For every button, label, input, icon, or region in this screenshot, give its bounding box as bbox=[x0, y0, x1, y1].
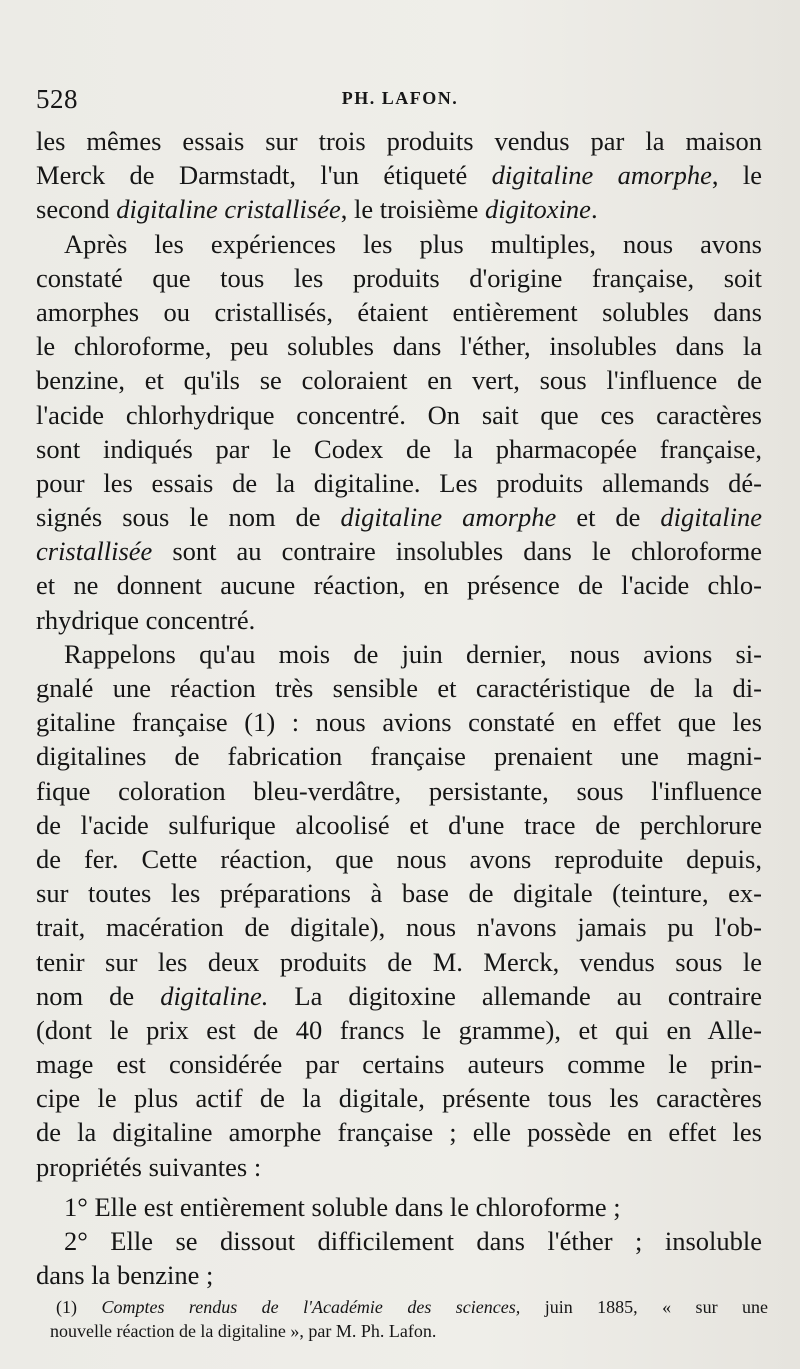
footnote-marker: (1) bbox=[56, 1297, 77, 1317]
text-line: de l'acide sulfurique alcoolisé et d'une trace de perchlorure bbox=[36, 809, 762, 840]
list-item: 2° Elle se dissout difficilement dans l'éther ; insoluble bbox=[64, 1226, 762, 1256]
text-line: les mêmes essais sur trois produits vendus par la maison bbox=[36, 126, 762, 156]
text-line: et ne donnent aucune réaction, en présence de l'acide chlo- bbox=[36, 570, 762, 601]
page-number: 528 bbox=[36, 84, 78, 114]
text-line: gnalé une réaction très sensible et caractéristique de la di- bbox=[36, 673, 762, 703]
running-head: PH. LAFON. bbox=[341, 88, 459, 108]
text-line: signés sous le nom de digitaline amorphe et de digitaline bbox=[36, 502, 762, 533]
text-line: benzine, et qu'ils se coloraient en vert, sous l'influence de bbox=[36, 365, 762, 396]
text-line: amorphes ou cristallisés, étaient entièrement solubles dans bbox=[36, 296, 762, 327]
text-line: sur toutes les préparations à base de digitale (teinture, ex- bbox=[36, 878, 762, 909]
footnote bbox=[50, 1295, 768, 1343]
text-line: constaté que tous les produits d'origine française, soit bbox=[36, 262, 762, 293]
text-line: digitalines de fabrication française prenaient une magni- bbox=[36, 741, 762, 772]
text-line: Rappelons qu'au mois de juin dernier, nous avions si- bbox=[64, 638, 762, 669]
text-line: Après les expériences les plus multiples, nous avons bbox=[64, 228, 762, 259]
text-line: cipe le plus actif de la digitale, présente tous les caractères bbox=[36, 1083, 762, 1114]
text-line: l'acide chlorhydrique concentré. On sait que ces caractères bbox=[36, 399, 762, 430]
text-line: rhydrique concentré. bbox=[36, 604, 256, 635]
list-item: 1° Elle est entièrement soluble dans le chloroforme ; bbox=[64, 1191, 621, 1222]
text-line: cristallisée sont au contraire insolubles dans le chloroforme bbox=[36, 536, 762, 567]
text-line: sont indiqués par le Codex de la pharmacopée française, bbox=[36, 433, 762, 464]
text-line: Merck de Darmstadt, l'un étiqueté digitaline amorphe, le bbox=[36, 160, 763, 191]
text-line: fique coloration bleu-verdâtre, persistante, sous l'influence bbox=[36, 775, 762, 806]
list-item: dans la benzine ; bbox=[36, 1260, 214, 1291]
text-line: (dont le prix est de 40 francs le gramme), et qui en Alle- bbox=[36, 1014, 762, 1045]
italic-term: digitoxine bbox=[484, 194, 591, 225]
text-line: tenir sur les deux produits de M. Merck, vendus sous le bbox=[36, 946, 762, 977]
italic-term: digitaline amorphe bbox=[491, 160, 712, 191]
text-line: le chloroforme, peu solubles dans l'éther, insolubles dans la bbox=[36, 331, 762, 362]
italic-term: cristallisée bbox=[36, 536, 153, 567]
footnote-line: nouvelle réaction de la digitaline », par M. Ph. Lafon. bbox=[50, 1321, 437, 1341]
italic-term: digitaline bbox=[660, 502, 762, 533]
footnote-line: (1) Comptes rendus de l'Académie des sciences, juin 1885, « sur une bbox=[56, 1297, 768, 1317]
text-line: second digitaline cristallisée, le troisième digitoxine. bbox=[36, 194, 598, 225]
text-line: gitaline française (1) : nous avions constaté en effet que les bbox=[36, 707, 762, 738]
text-line: propriétés suivantes : bbox=[36, 1151, 262, 1182]
text-line: nom de digitaline. La digitoxine allemande au contraire bbox=[36, 980, 762, 1011]
text-line: pour les essais de la digitaline. Les produits allemands dé- bbox=[36, 467, 762, 498]
italic-term: digitaline amorphe bbox=[340, 502, 557, 533]
text-line: mage est considérée par certains auteurs comme le prin- bbox=[36, 1049, 762, 1080]
text-line: de fer. Cette réaction, que nous avons reproduite depuis, bbox=[36, 843, 762, 874]
footnote-title: Comptes rendus de l'Académie des sciences, bbox=[101, 1297, 521, 1317]
italic-term: digitaline. bbox=[160, 980, 269, 1011]
page-header bbox=[36, 84, 764, 114]
italic-term: digitaline cristallisée bbox=[116, 194, 341, 225]
text-line: de la digitaline amorphe française ; elle possède en effet les bbox=[36, 1117, 762, 1148]
body-text bbox=[36, 124, 762, 1292]
text-line: trait, macération de digitale), nous n'avons jamais pu l'ob- bbox=[36, 912, 762, 943]
